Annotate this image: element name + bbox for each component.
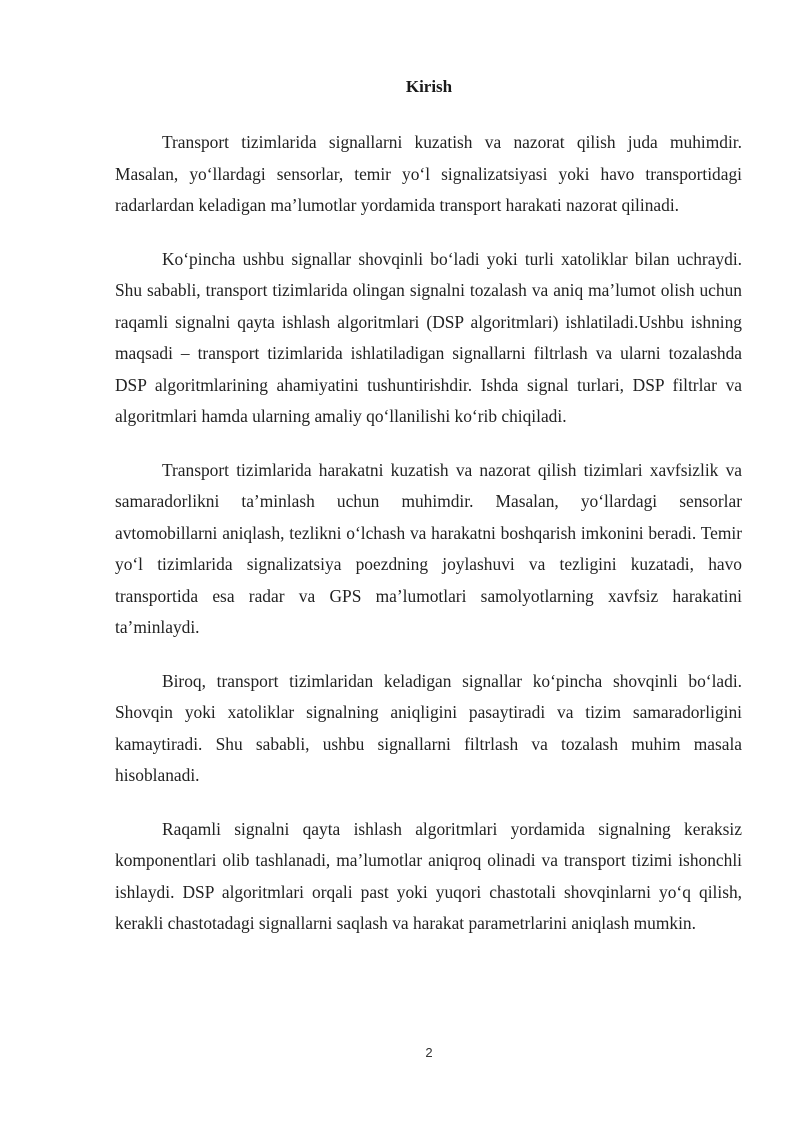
body-text [115,127,742,962]
paragraph-1: Transport tizimlarida signallarni kuzatish va nazorat qilish juda muhimdir. Masalan, yo‘llardagi sensorlar, temir yo‘l signalizatsiyasi yoki havo transportidagi radarlardan keladigan ma’lumotlar yordamida transport harakati nazorat qilinadi. [115,132,742,215]
paragraph-4: Biroq, transport tizimlaridan keladigan signallar ko‘pincha shovqinli bo‘ladi. Shovqin yoki xatoliklar signalning aniqligini pasaytiradi va tizim samaradorligini kamaytiradi. Shu sababli, ushbu signallarni filtrlash va tozalash muhim masala hisoblanadi. [115,670,742,785]
paragraph-3: Transport tizimlarida harakatni kuzatish va nazorat qilish tizimlari xavfsizlik va samaradorlikni ta’minlash uchun muhimdir. Masalan, yo‘llardagi sensorlar avtomobillarni aniqlash, tezlikni o‘lchash va harakatni boshqarish imkonini beradi. Temir yo‘l tizimlarida signalizatsiya poezdning joylashuvi va tezligini kuzatadi, havo transportida esa radar va GPS ma’lumotlari samolyotlarning xavfsiz harakatini ta’minlaydi. [115,459,742,637]
paragraph-2: Ko‘pincha ushbu signallar shovqinli bo‘ladi yoki turli xatoliklar bilan uchraydi. Shu sababli, transport tizimlarida olingan signalni tozalash va aniq ma’lumot olish uchun raqamli signalni qayta ishlash algoritmlari (DSP algoritmlari) ishlatiladi.Ushbu ishning maqsadi – transport tizimlarida ishlatiladigan signallarni filtrlash va ularni tozalashda DSP algoritmlarining ahamiyatini tushuntirishdir. Ishda signal turlari, DSP filtrlar va algoritmlari hamda ularning amaliy qo‘llanilishi ko‘rib chiqiladi. [115,248,742,426]
paragraph-5: Raqamli signalni qayta ishlash algoritmlari yordamida signalning keraksiz komponentlari olib tashlanadi, ma’lumotlar aniqroq olinadi va transport tizimi ishonchli ishlaydi. DSP algoritmlari orqali past yoki yuqori chastotali shovqinlarni yo‘q qilish, kerakli chastotadagi signallarni saqlash va harakat parametrlarini aniqlash mumkin. [115,818,742,933]
page-number: 2 [425,1045,433,1060]
section-heading: Kirish [405,77,453,96]
